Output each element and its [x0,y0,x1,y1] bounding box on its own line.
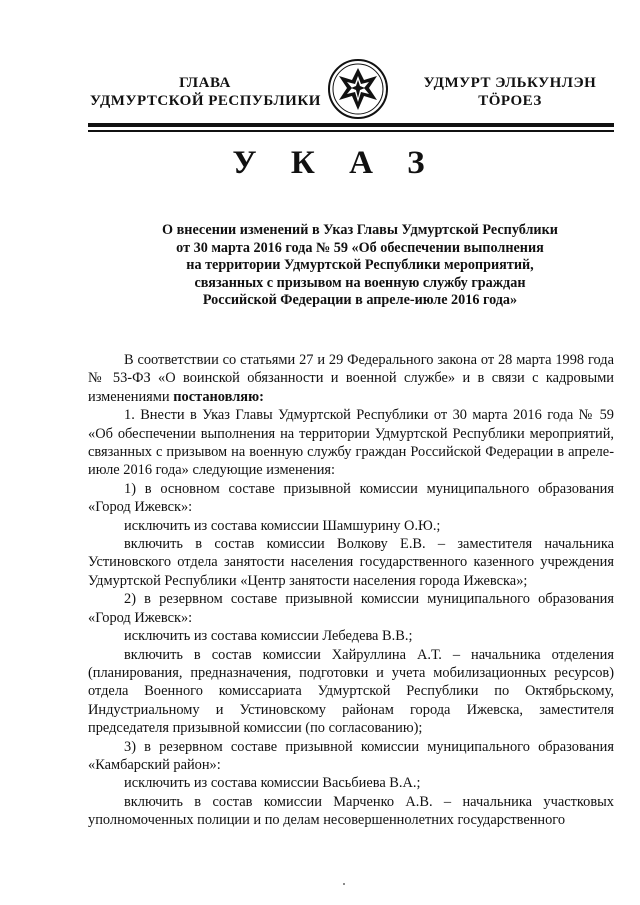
scan-speck [343,883,345,885]
paragraph-subitem-3: 3) в резервном составе призывной комиссии муниципального образования «Камбарский район»: [88,738,614,773]
header-left-line1: ГЛАВА [179,75,231,91]
paragraph-exclude: исключить из состава комиссии Лебедева В.В.; [124,628,413,645]
udmurt-coat-of-arms-icon [327,58,389,120]
document-title [110,222,610,310]
paragraph-item-1: 1. Внести в Указ Главы Удмуртской Республики от 30 марта 2016 года № 59 «Об обеспечении выполнения на территории Удмуртской Республики мероприятий, связанных с призывом на военную службу граждан Российской Федерации в апреле-июле 2016 года» следующие изменения: [88,407,614,479]
paragraph-preamble [88,351,614,406]
title-line: О внесении изменений в Указ Главы Удмуртской Республики [162,222,558,238]
preamble-decree-word: постановляю: [173,388,264,405]
preamble-text: В соответствии со статьями 27 и 29 Федерального закона от 28 марта 1998 года № 53-ФЗ «О воинской обязанности и военной службе» и в связи с кадровыми изменениями [88,352,614,405]
header-left-line2: УДМУРТСКОЙ РЕСПУБЛИКИ [90,93,321,109]
document-type-heading: У К А З [232,145,438,181]
paragraph-include: включить в состав комиссии Хайруллина А.Т. – начальника отделения (планирования, предназначения, подготовки и учета мобилизационных ресурсов) отдела Военного комиссариата Удмуртской Республики по Октябрьскому, Индустриальному и Устиновскому районам города Ижевска, заместителя председателя призывной комиссии (по согласованию); [88,646,614,737]
paragraph-exclude: исключить из состава комиссии Шамшурину О.Ю.; [124,517,441,534]
header-right [400,74,620,110]
header-rule-thick [88,123,614,127]
header-right-line2: ТӦРОЕЗ [478,93,542,109]
paragraph-include: включить в состав комиссии Волкову Е.В. – заместителя начальника Устиновского отдела занятости населения государственного казенного учреждения Удмуртской Республики «Центр занятости населения города Ижевска»; [88,536,614,589]
title-line: на территории Удмуртской Республики мероприятий, [186,257,534,273]
paragraph-subitem-2: 2) в резервном составе призывной комиссии муниципального образования «Город Ижевск»: [88,591,614,626]
paragraph-exclude: исключить из состава комиссии Васьбиева В.А.; [124,775,421,792]
paragraph-include: включить в состав комиссии Марченко А.В. – начальника участковых уполномоченных полиции и по делам несовершеннолетних государственного [88,793,614,829]
title-line: от 30 марта 2016 года № 59 «Об обеспечении выполнения [176,239,544,256]
header-right-line1: УДМУРТ ЭЛЬКУНЛЭН [423,75,597,91]
header-left [90,74,320,110]
paragraph-subitem-1: 1) в основном составе призывной комиссии муниципального образования «Город Ижевск»: [88,480,614,516]
header-rule-thin [88,130,614,132]
title-line: Российской Федерации в апреле-июле 2016 года» [202,292,518,308]
title-line: связанных с призывом на военную службу граждан [194,274,526,291]
document-body [88,351,614,830]
